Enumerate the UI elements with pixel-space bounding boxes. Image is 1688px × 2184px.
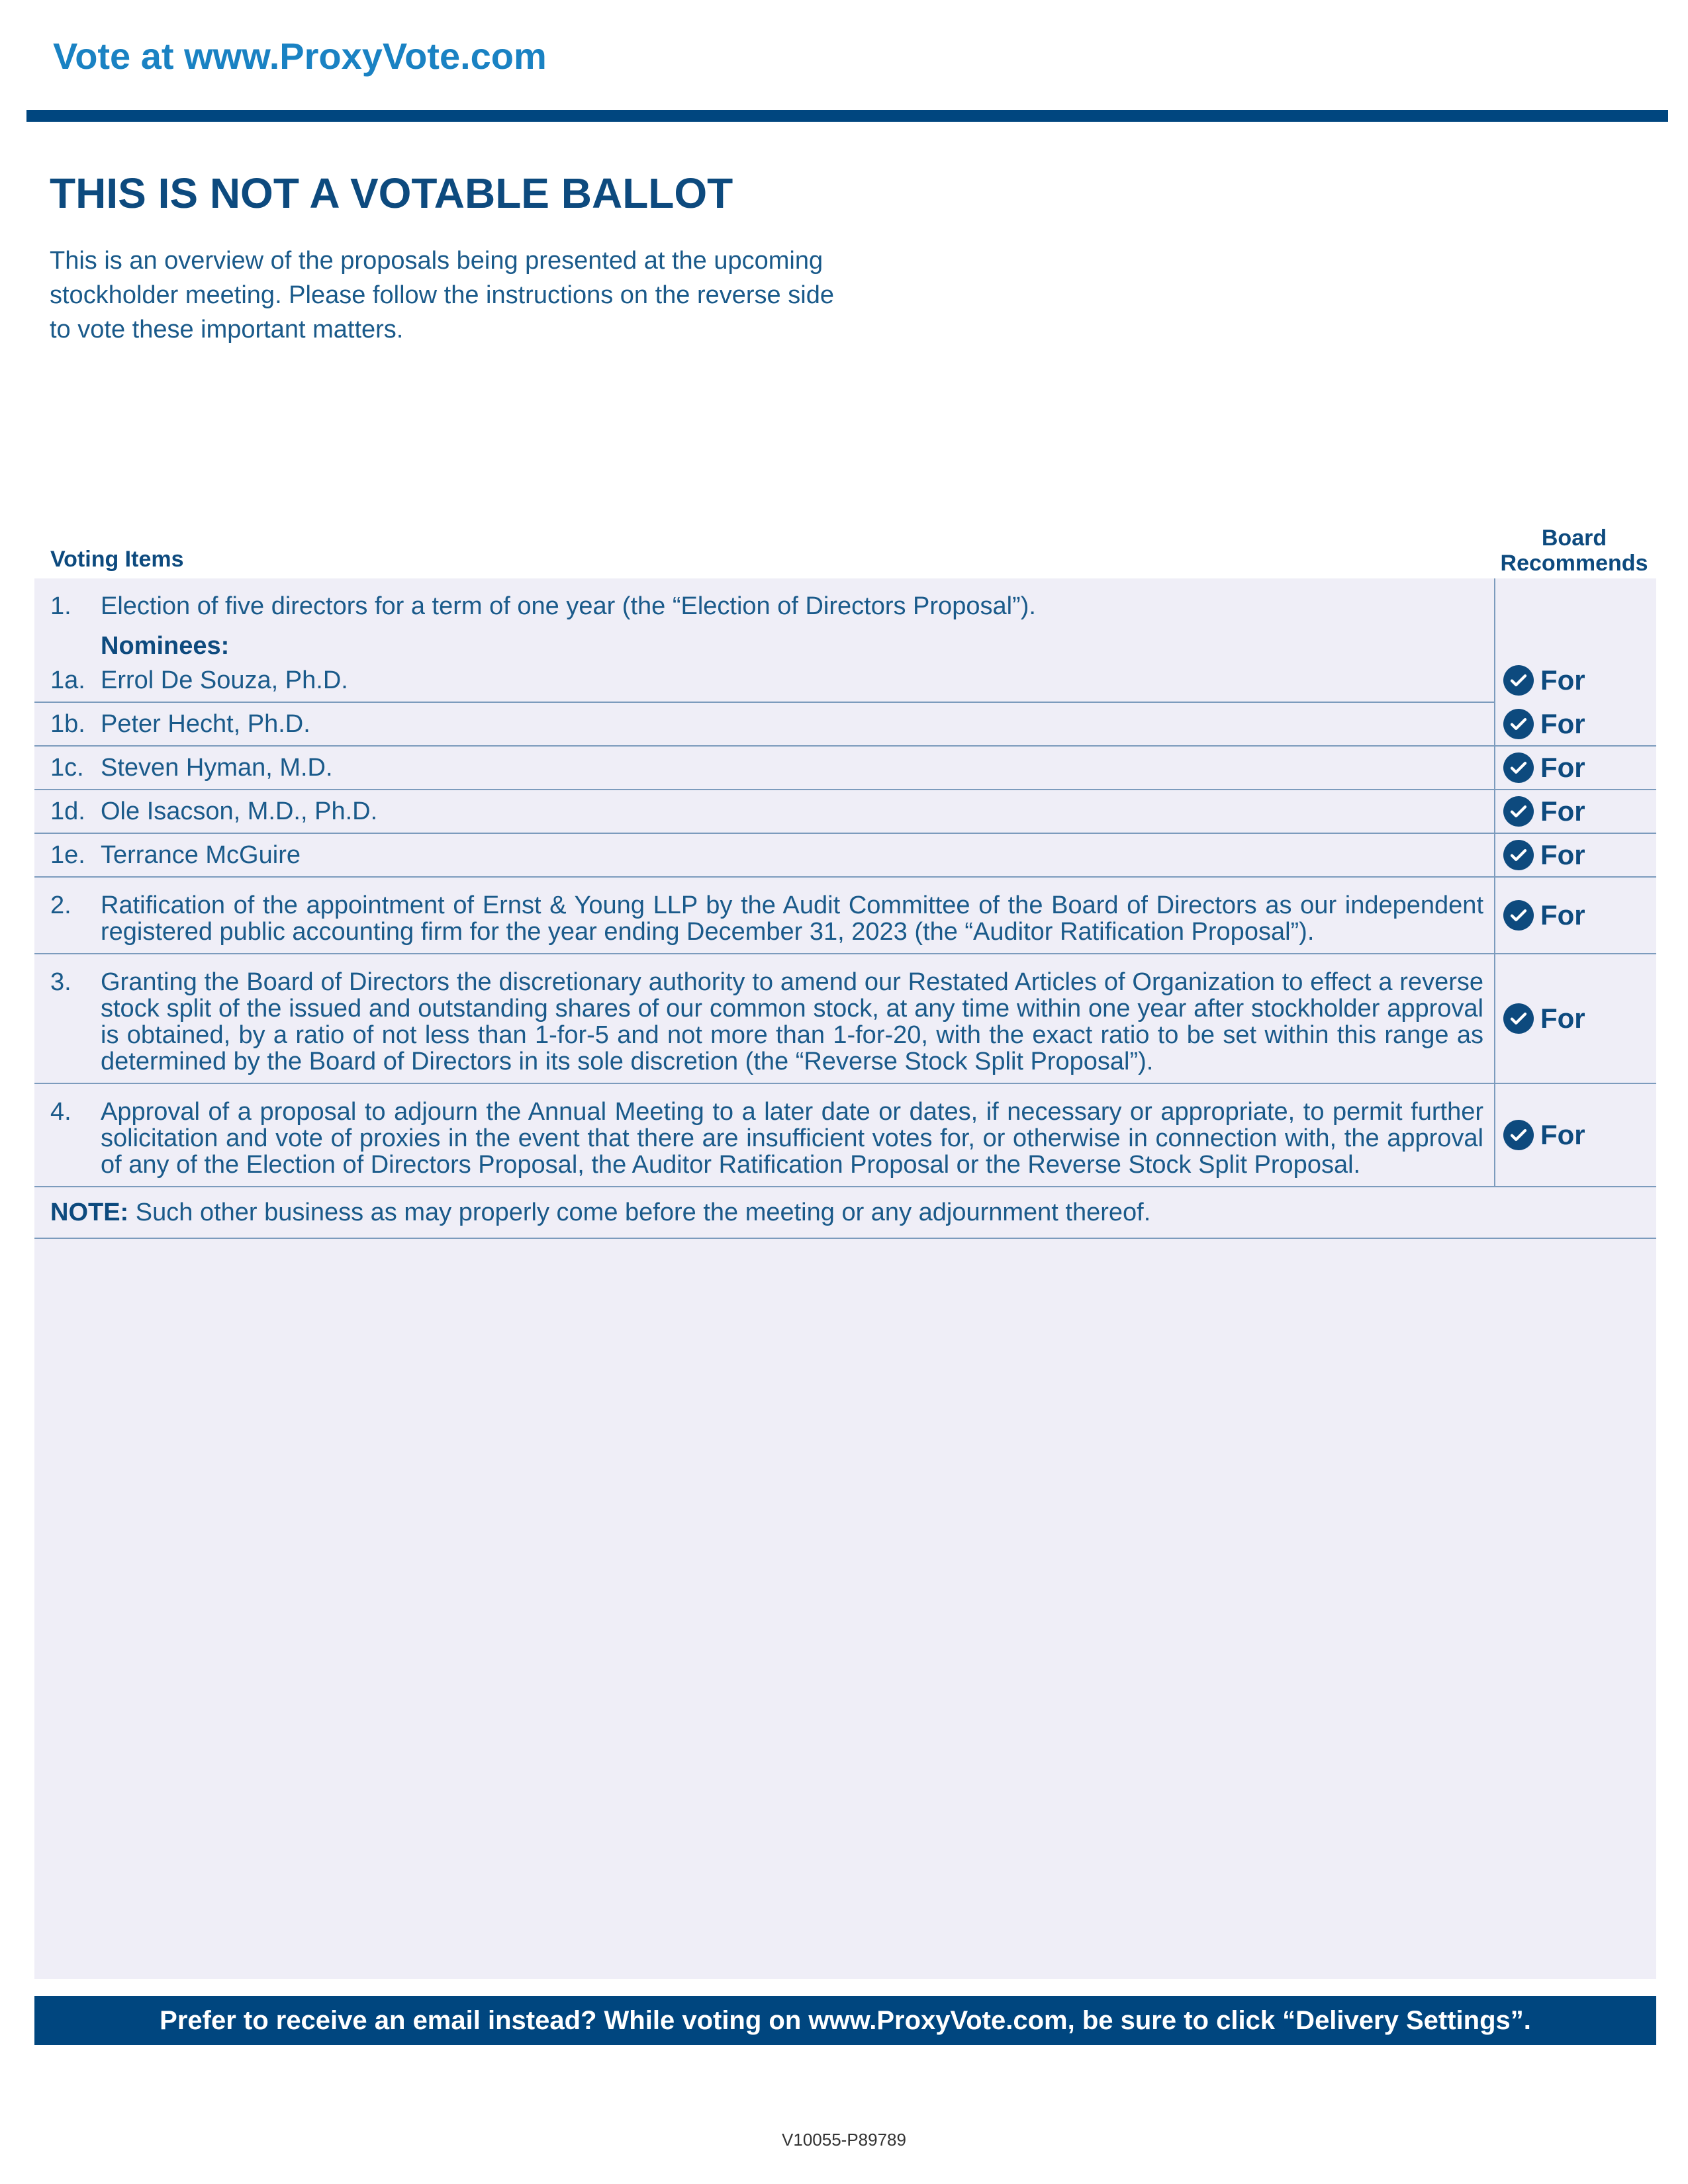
nominee-row: [34, 659, 1656, 702]
proposal-number: 4.: [34, 1083, 101, 1187]
nominee-name: Ole Isacson, M.D., Ph.D.: [101, 790, 1495, 833]
check-circle-icon: [1503, 840, 1534, 870]
nominee-name: Errol De Souza, Ph.D.: [101, 659, 1495, 702]
nominee-number: 1c.: [34, 746, 101, 790]
recommendation-cell: [1495, 877, 1656, 954]
note-body: Such other business as may properly come before the meeting or any adjournment thereof.: [135, 1199, 1151, 1226]
recommendation-cell: [1495, 790, 1656, 833]
proposal-text: Granting the Board of Directors the discretionary authority to amend our Restated Articles of Organization to effect a reverse stock split of the issued and outstanding shares of our common stock, at any time within one year after stockholder approval is obtained, by a ratio of not less than 1-for-5 and not more than 1-for-20, with the exact ratio to be set within this range as determined by the Board of Directors in its sole discretion (the “Reverse Stock Split Proposal”).: [101, 954, 1495, 1083]
nominee-row: [34, 833, 1656, 877]
proposal-row: [34, 954, 1656, 1083]
recommendation-label: For: [1540, 1003, 1585, 1034]
nominee-name: Terrance McGuire: [101, 833, 1495, 877]
check-circle-icon: [1503, 709, 1534, 739]
proposal-text: Approval of a proposal to adjourn the Annual Meeting to a later date or dates, if necessary or appropriate, to permit further solicitation and vote of proxies in the event that there are insufficient votes for, or otherwise in connection with, the approval of any of the Election of Directors Proposal, the Auditor Ratification Proposal or the Reverse Stock Split Proposal.: [101, 1083, 1495, 1187]
recommendation-label: For: [1540, 796, 1585, 827]
nominee-row: [34, 746, 1656, 790]
nominee-row: [34, 790, 1656, 833]
intro-text: This is an overview of the proposals being presented at the upcoming stockholder meeting. Please follow the instructions on the reverse side to vote these important matters.: [50, 247, 834, 343]
recommendation-cell: [1495, 746, 1656, 790]
delivery-settings-banner: Prefer to receive an email instead? While voting on www.ProxyVote.com, be sure to click “Delivery Settings”.: [34, 1996, 1656, 2045]
proposal-row: [34, 1083, 1656, 1187]
recommendation-cell: [1495, 702, 1656, 746]
recommendation-label: For: [1540, 664, 1585, 696]
check-circle-icon: [1503, 1120, 1534, 1150]
proposal-text: Ratification of the appointment of Ernst & Young LLP by the Audit Committee of the Board of Directors as our independent registered public accounting firm for the year ending December 31, 2023 (the “Auditor Ratification Proposal”).: [101, 877, 1495, 954]
voting-items-table: [34, 578, 1656, 1239]
proposal-number: 3.: [34, 954, 101, 1083]
voting-items-header: Voting Items: [50, 547, 184, 572]
nominee-name: Steven Hyman, M.D.: [101, 746, 1495, 790]
recommendation-label: For: [1540, 839, 1585, 870]
board-recommends-header: Board Recommends: [1500, 525, 1648, 576]
check-circle-icon: [1503, 796, 1534, 827]
note-label: NOTE:: [50, 1199, 129, 1226]
nominees-heading-row: [34, 627, 1656, 659]
nominee-number: 1e.: [34, 833, 101, 877]
recommendation-cell: [1495, 1083, 1656, 1187]
recommendation-label: For: [1540, 707, 1585, 739]
recommendation-label: For: [1540, 899, 1585, 931]
recommendation-cell: [1495, 954, 1656, 1083]
nominee-name: Peter Hecht, Ph.D.: [101, 702, 1495, 746]
nominee-number: 1d.: [34, 790, 101, 833]
page-title: THIS IS NOT A VOTABLE BALLOT: [50, 169, 733, 217]
note-row: [34, 1187, 1656, 1238]
recommendation-cell: [1495, 578, 1656, 702]
recommendation-label: For: [1540, 752, 1585, 783]
check-circle-icon: [1503, 1003, 1534, 1034]
recommendation-label: For: [1540, 1119, 1585, 1150]
note-text: [34, 1187, 1656, 1238]
nominee-row: [34, 702, 1656, 746]
proposal-number: 2.: [34, 877, 101, 954]
proposal-number: 1.: [50, 592, 71, 620]
proposal-text: Election of five directors for a term of one year (the “Election of Directors Proposal”).: [101, 592, 1036, 620]
proposal-row: [34, 578, 1656, 627]
recommendation-cell: [1495, 833, 1656, 877]
header-rule: [26, 110, 1668, 122]
check-circle-icon: [1503, 900, 1534, 931]
nominee-number: 1a.: [34, 659, 101, 702]
check-circle-icon: [1503, 752, 1534, 783]
proxyvote-link[interactable]: Vote at www.ProxyVote.com: [53, 35, 547, 77]
proposal-row: [34, 877, 1656, 954]
check-circle-icon: [1503, 665, 1534, 696]
document-code: V10055-P89789: [782, 2130, 906, 2150]
nominee-number: 1b.: [34, 702, 101, 746]
nominees-label: Nominees:: [101, 632, 230, 660]
